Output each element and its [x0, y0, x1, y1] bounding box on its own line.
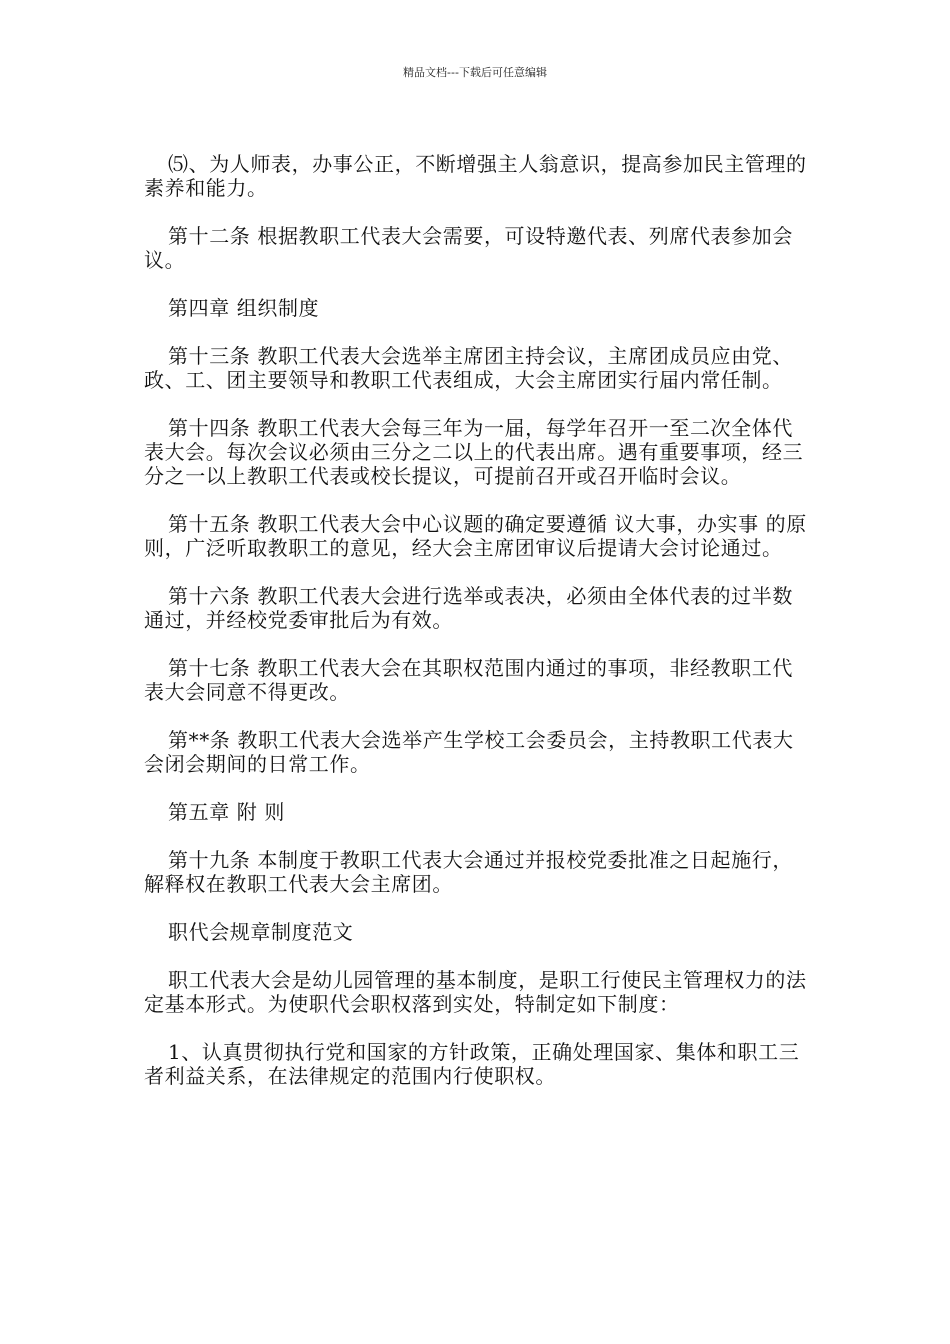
paragraph-article-16: 第十六条 教职工代表大会进行选举或表决，必须由全体代表的过半数通过，并经校党委审批后为有效。 [144, 584, 793, 632]
paragraph-item-5: ⑸、为人师表，办事公正，不断增强主人翁意识，提高参加民主管理的素养和能力。 [144, 152, 807, 200]
paragraph-article-19: 第十九条 本制度于教职工代表大会通过并报校党委批准之日起施行，解释权在教职工代表大会主席团。 [144, 848, 793, 896]
section-title: 职代会规章制度范文 [168, 920, 354, 944]
document-body [144, 152, 810, 1112]
paragraph-article-14: 第十四条 教职工代表大会每三年为一届，每学年召开一至二次全体代表大会。每次会议必须由三分之二以上的代表出席。遇有重要事项，经三分之一以上教职工代表或校长提议，可提前召开或召开临时会议。 [144, 416, 804, 488]
paragraph-article-12: 第十二条 根据教职工代表大会需要，可设特邀代表、列席代表参加会议。 [144, 224, 793, 272]
page-header: 精品文档---下载后可任意编辑 [403, 66, 547, 79]
chapter-4-heading: 第四章 组织制度 [168, 296, 320, 320]
paragraph-article-17: 第十七条 教职工代表大会在其职权范围内通过的事项，非经教职工代表大会同意不得更改。 [144, 656, 793, 704]
paragraph-article-18: 第**条 教职工代表大会选举产生学校工会委员会，主持教职工代表大会闭会期间的日常工作。 [144, 728, 794, 776]
chapter-5-heading: 第五章 附 则 [168, 800, 285, 824]
paragraph-article-13: 第十三条 教职工代表大会选举主席团主持会议，主席团成员应由党、政、工、团主要领导和教职工代表组成，大会主席团实行届内常任制。 [144, 344, 793, 392]
paragraph-article-15: 第十五条 教职工代表大会中心议题的确定要遵循 议大事，办实事 的原则，广泛听取教职工的意见，经大会主席团审议后提请大会讨论通过。 [144, 512, 807, 560]
list-item-1: 1、认真贯彻执行党和国家的方针政策，正确处理国家、集体和职工三者利益关系，在法律规定的范围内行使职权。 [144, 1040, 800, 1088]
intro-paragraph: 职工代表大会是幼儿园管理的基本制度，是职工行使民主管理权力的法定基本形式。为使职代会职权落到实处，特制定如下制度： [144, 968, 807, 1016]
